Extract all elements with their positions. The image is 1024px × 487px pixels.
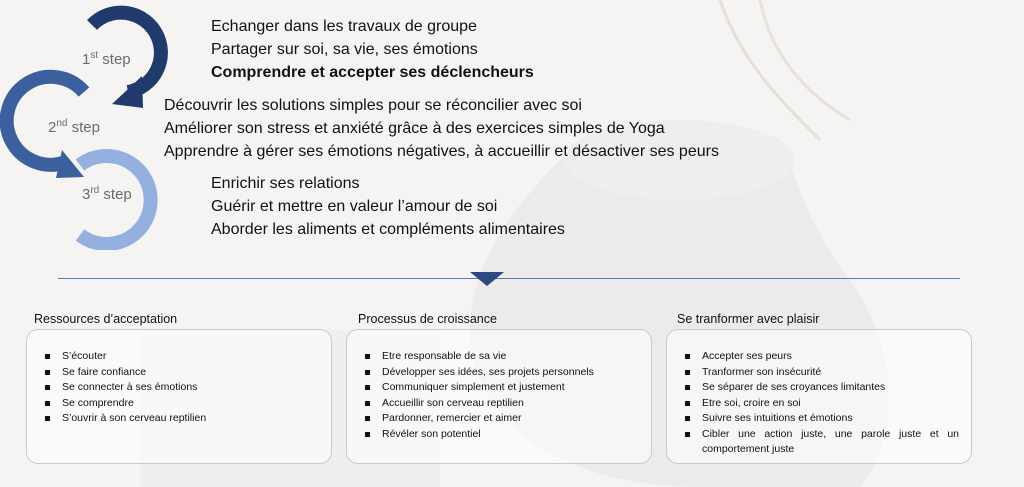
- group-line: Améliorer son stress et anxiété grâce à des exercices simples de Yoga: [164, 120, 665, 137]
- list-item: Développer ses idées, ses projets personnels: [365, 365, 639, 381]
- list-item: Communiquer simplement et justement: [365, 380, 639, 396]
- list-item: Tranformer son insécurité: [685, 365, 959, 381]
- group-line-emphasis: Comprendre et accepter ses déclencheurs: [211, 64, 534, 81]
- group-line: Aborder les aliments et compléments alimentaires: [211, 221, 565, 238]
- step3-text-group: [211, 172, 565, 241]
- list-item: Se comprendre: [45, 396, 319, 412]
- group-line: Apprendre à gérer ses émotions négatives, à accueillir et désactiver ses peurs: [164, 143, 719, 160]
- box-transformer: [666, 329, 972, 464]
- step1-text-group: [211, 15, 534, 84]
- list-item: Se séparer de ses croyances limitantes: [685, 380, 959, 396]
- step2-text-group: [164, 94, 719, 163]
- group-line: Découvrir les solutions simples pour se réconcilier avec soi: [164, 97, 582, 114]
- group-line: Guérir et mettre en valeur l’amour de soi: [211, 198, 498, 215]
- list-item: Accepter ses peurs: [685, 349, 959, 365]
- list-item: Etre soi, croire en soi: [685, 396, 959, 412]
- down-arrow-icon: [470, 272, 504, 286]
- column-title-croissance: Processus de croissance: [358, 312, 497, 326]
- step1-label: 1st step: [82, 50, 131, 68]
- list-item-continuation: comportement juste: [702, 443, 795, 455]
- group-line: Echanger dans les travaux de groupe: [211, 18, 477, 35]
- list-item: Suivre ses intuitions et émotions: [685, 411, 959, 427]
- list-item: Pardonner, remercier et aimer: [365, 411, 639, 427]
- column-title-acceptation: Ressources d’acceptation: [34, 312, 178, 326]
- step3-label: 3rd step: [82, 185, 132, 203]
- box-croissance: [346, 329, 652, 464]
- step1-arrowhead: [112, 76, 143, 108]
- box-acceptation: [26, 329, 332, 464]
- list-item: Se faire confiance: [45, 365, 319, 381]
- list-item: Révéler son potentiel: [365, 427, 639, 443]
- list-item: Accueillir son cerveau reptilien: [365, 396, 639, 412]
- step2-label: 2nd step: [48, 118, 100, 136]
- column-title-transformer: Se tranformer avec plaisir: [677, 312, 820, 326]
- group-line: Enrichir ses relations: [211, 175, 360, 192]
- list-item: Etre responsable de sa vie: [365, 349, 639, 365]
- list-item: S’écouter: [45, 349, 319, 365]
- list-item: Cibler une action juste, une parole juste et un: [685, 427, 959, 443]
- list-item: S’ouvrir à son cerveau reptilien: [45, 411, 319, 427]
- divider-line: [58, 278, 960, 279]
- list-item: Se connecter à ses émotions: [45, 380, 319, 396]
- group-line: Partager sur soi, sa vie, ses émotions: [211, 41, 478, 58]
